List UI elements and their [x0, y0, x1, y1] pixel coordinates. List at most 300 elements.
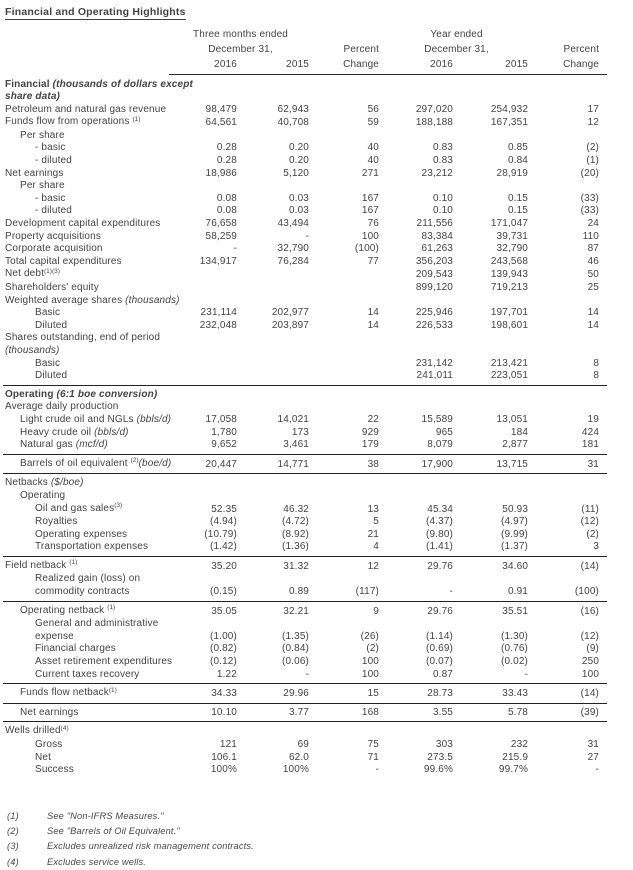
- cell: 75: [367, 739, 380, 750]
- header-spacer: [531, 27, 607, 42]
- footnote: [3, 855, 633, 870]
- cell: (8.92): [281, 528, 310, 540]
- cell: 121: [219, 739, 237, 750]
- table-row: [3, 516, 607, 529]
- header-december: December 31,: [208, 44, 273, 55]
- cell: 46: [587, 255, 600, 267]
- cell: [169, 401, 240, 414]
- cell: 28.73: [382, 684, 456, 704]
- cell: [456, 474, 531, 490]
- cell: [240, 370, 312, 385]
- cell: 4: [312, 541, 382, 556]
- cell: (1.35): [281, 630, 310, 642]
- cell: [240, 282, 312, 295]
- cell: 14: [367, 307, 380, 319]
- row-label: Development capital expenditures: [5, 218, 161, 230]
- table-row: [3, 541, 607, 556]
- cell: 62.0: [288, 751, 310, 763]
- cell: [169, 268, 240, 282]
- cell: 3: [531, 541, 607, 556]
- cell: [169, 722, 240, 739]
- cell: 18,986: [205, 167, 237, 179]
- cell: 0.03: [288, 192, 310, 204]
- cell: [169, 130, 240, 143]
- row-label: Petroleum and natural gas revenue: [5, 103, 167, 115]
- cell: 76: [367, 218, 380, 230]
- cell: [531, 474, 607, 490]
- header-spacer: [3, 27, 169, 42]
- table-row: [3, 116, 607, 130]
- cell: [240, 490, 312, 503]
- cell: 14,021: [277, 413, 310, 425]
- table-row: [3, 669, 607, 684]
- row-label: Net debt$^{(1)(3)}$: [5, 267, 60, 280]
- cell: 76,658: [205, 218, 237, 230]
- footnote-marker: (1): [108, 686, 117, 694]
- cell: (1.14): [425, 630, 454, 642]
- table-row: [3, 104, 607, 117]
- cell: (0.84): [281, 643, 310, 655]
- cell: 719,213: [490, 282, 529, 293]
- row-label: Basic: [35, 357, 61, 369]
- cell: (39): [531, 703, 607, 722]
- cell: 211,556: [416, 218, 454, 230]
- cell: 71: [367, 751, 380, 763]
- cell: 226,533: [415, 319, 454, 331]
- cell: 40: [367, 155, 380, 167]
- cell: 76,284: [277, 255, 310, 267]
- row-label: Diluted: [35, 319, 68, 331]
- cell: [456, 75, 531, 104]
- cell: [312, 490, 382, 503]
- header-three-months: Three months ended: [193, 29, 288, 40]
- table-row: [3, 618, 607, 643]
- footnote-marker: (1)(3): [44, 267, 60, 275]
- row-label: Funds flow netback$^{(1)}$: [3, 684, 169, 704]
- cell: 34.60: [502, 560, 529, 572]
- cell: 106.1: [211, 751, 237, 763]
- cell: 39,731: [496, 230, 529, 242]
- cell: 203,897: [271, 319, 310, 331]
- cell: 899,120: [415, 282, 454, 293]
- cell: 31.32: [283, 560, 310, 572]
- cell: [531, 75, 607, 104]
- cell: 32,790: [496, 243, 529, 255]
- header-percent: Percent: [343, 44, 380, 55]
- table-body: [3, 75, 607, 777]
- table-row: [3, 573, 607, 601]
- row-label: Success: [35, 764, 74, 776]
- row-label: Operating: [20, 489, 66, 501]
- cell: 22: [367, 413, 380, 425]
- table-row: [3, 231, 607, 244]
- table-row: [3, 601, 607, 618]
- cell: 0.20: [288, 155, 310, 167]
- cell: [456, 385, 531, 401]
- row-label: General and administrative expense: [35, 618, 159, 642]
- cell: [240, 130, 312, 143]
- cell: (2): [586, 142, 600, 154]
- cell: [456, 332, 531, 357]
- cell: 21: [367, 528, 380, 540]
- table-row: [3, 130, 607, 143]
- table-row: [3, 268, 607, 282]
- table-row: [3, 385, 607, 401]
- cell: 209,543: [415, 269, 454, 281]
- cell: (117): [312, 573, 382, 601]
- cell: 10.10: [169, 703, 240, 722]
- cell: 0.91: [456, 573, 531, 601]
- cell: [382, 474, 456, 490]
- cell: 13,051: [496, 413, 529, 425]
- row-label: Per share: [20, 129, 65, 141]
- table-row: [3, 401, 607, 414]
- cell: [456, 295, 531, 308]
- cell: 167: [361, 205, 380, 217]
- cell: (0.02): [501, 656, 529, 668]
- header-change: Change: [531, 57, 607, 75]
- cell: 179: [312, 439, 382, 454]
- cell: (4.97): [501, 516, 529, 528]
- cell: (0.06): [281, 656, 310, 668]
- page-title: Financial and Operating Highlights: [5, 6, 186, 18]
- cell: 225,946: [415, 307, 454, 319]
- row-label: Shareholders' equity: [5, 282, 99, 293]
- cell: 38: [312, 454, 382, 474]
- cell: 0.15: [507, 192, 529, 204]
- footnote-marker: (3): [114, 502, 123, 509]
- cell: 0.85: [507, 142, 529, 154]
- footnote-marker: (2): [130, 457, 139, 465]
- cell: 356,203: [415, 255, 454, 267]
- cell: [382, 295, 456, 308]
- cell: (26): [360, 630, 380, 642]
- cell: [169, 474, 240, 490]
- cell: 273.5: [427, 751, 454, 763]
- cell: -: [382, 573, 456, 601]
- cell: 23,212: [421, 167, 454, 179]
- cell: 173: [291, 426, 310, 438]
- cell: 17,900: [382, 454, 456, 474]
- cell: (33): [580, 192, 600, 204]
- cell: 24: [587, 218, 600, 230]
- cell: -: [456, 669, 531, 684]
- cell: -: [375, 764, 380, 776]
- cell: [531, 130, 607, 143]
- cell: 19: [587, 413, 600, 425]
- cell: [312, 295, 382, 308]
- row-label: Oil and gas sales$^{(3)}$: [35, 502, 123, 514]
- cell: (9.99): [501, 528, 529, 540]
- cell: 0.28: [216, 155, 237, 167]
- cell: 3.77: [240, 703, 312, 722]
- cell: 13: [367, 503, 380, 515]
- footnote-number: (2): [7, 826, 19, 837]
- row-label: Weighted average shares (thousands): [5, 294, 180, 306]
- cell: 168: [312, 703, 382, 722]
- cell: [169, 490, 240, 503]
- footnote-text: See "Non-IFRS Measures.": [47, 810, 164, 821]
- row-label: Natural gas (mcf/d): [3, 439, 169, 454]
- cell: 8,079: [382, 439, 456, 454]
- table-row: [3, 332, 607, 357]
- cell: [169, 295, 240, 308]
- footnote-marker: (1): [69, 559, 78, 567]
- cell: (12): [580, 630, 600, 642]
- cell: (16): [580, 605, 600, 617]
- table-row: [3, 193, 607, 206]
- cell: 5: [373, 516, 380, 528]
- cell: 215.9: [502, 751, 529, 763]
- table-row: [3, 358, 607, 371]
- cell: 198,601: [490, 319, 529, 331]
- row-label: - diluted: [35, 155, 72, 167]
- cell: 14: [587, 307, 600, 319]
- footnote-marker: (4): [60, 724, 69, 732]
- row-label: - diluted: [35, 205, 72, 217]
- table-row: [3, 142, 607, 155]
- cell: 50: [587, 269, 600, 281]
- footnote-number: (3): [7, 841, 19, 852]
- cell: [312, 722, 382, 739]
- cell: [382, 385, 456, 401]
- cell: 243,568: [490, 255, 529, 267]
- cell: 0.10: [432, 205, 454, 217]
- cell: [382, 722, 456, 739]
- cell: [169, 332, 240, 357]
- cell: (0.07): [425, 656, 454, 668]
- header-spacer: [312, 27, 382, 42]
- cell: [382, 401, 456, 414]
- cell: 0.84: [507, 155, 529, 167]
- cell: [382, 180, 456, 193]
- cell: 33.43: [456, 684, 531, 704]
- cell: 9,652: [169, 439, 240, 454]
- cell: [531, 722, 607, 739]
- row-label: Light crude oil and NGLs (bbls/d): [20, 413, 172, 425]
- cell: 303: [435, 739, 454, 750]
- table-row: [3, 427, 607, 440]
- cell: [240, 295, 312, 308]
- cell: 232,048: [199, 319, 237, 331]
- table-row: [3, 684, 607, 704]
- cell: (0.12): [209, 656, 237, 668]
- header-year-ended: Year ended: [430, 29, 483, 40]
- cell: [312, 474, 382, 490]
- cell: 9: [373, 605, 380, 617]
- cell: (100): [531, 573, 607, 601]
- table-row: [3, 155, 607, 168]
- cell: 45.34: [427, 503, 454, 515]
- row-label: Net earnings: [3, 703, 169, 722]
- cell: 28,919: [496, 167, 529, 179]
- cell: 3,461: [240, 439, 312, 454]
- cell: [312, 268, 382, 282]
- cell: 0.15: [507, 205, 529, 217]
- cell: 64,561: [205, 117, 237, 129]
- cell: (0.69): [425, 643, 454, 655]
- cell: (1): [586, 155, 600, 167]
- row-label: Realized gain (loss) on commodity contracts: [3, 573, 169, 601]
- row-label: Asset retirement expenditures: [35, 656, 173, 668]
- header-december: December 31,: [424, 44, 489, 55]
- header-row-years: [3, 57, 607, 75]
- table-row: [3, 739, 607, 752]
- cell: 100: [531, 669, 607, 684]
- footnote-marker: (1): [107, 604, 116, 612]
- cell: [456, 722, 531, 739]
- cell: 40: [367, 142, 380, 154]
- cell: 98,479: [205, 103, 237, 115]
- cell: [240, 474, 312, 490]
- footnote: [3, 824, 633, 839]
- footnotes: [3, 809, 633, 870]
- highlights-table: [3, 27, 607, 777]
- cell: (14): [531, 684, 607, 704]
- cell: 1.22: [169, 669, 240, 684]
- table-row: [3, 256, 607, 269]
- table-row: [3, 205, 607, 218]
- cell: 1,780: [211, 426, 237, 438]
- cell: -: [595, 764, 600, 776]
- table-row: [3, 180, 607, 193]
- cell: (10.79): [204, 528, 237, 540]
- row-label: Basic: [35, 307, 61, 319]
- row-label: Corporate acquisition: [5, 243, 103, 255]
- cell: 32,790: [277, 243, 310, 255]
- cell: [382, 332, 456, 357]
- cell: [382, 75, 456, 104]
- cell: 250: [581, 656, 600, 668]
- cell: 56: [367, 103, 380, 115]
- cell: 99.7%: [498, 764, 529, 776]
- cell: [312, 282, 382, 295]
- cell: [531, 180, 607, 193]
- cell: 297,020: [415, 103, 454, 115]
- cell: 0.83: [432, 142, 454, 154]
- cell: 0.03: [288, 205, 310, 217]
- table-row: [3, 703, 607, 722]
- cell: (1.42): [169, 541, 240, 556]
- cell: [312, 370, 382, 385]
- row-label: Operating netback $^{(1)}$: [20, 604, 116, 616]
- cell: (1.00): [209, 630, 237, 642]
- row-label: Property acquisitions: [5, 230, 101, 242]
- cell: (1.36): [240, 541, 312, 556]
- cell: 15,589: [421, 413, 454, 425]
- cell: (1.41): [382, 541, 456, 556]
- cell: [169, 358, 240, 371]
- table-row: [3, 75, 607, 104]
- cell: 0.83: [432, 155, 454, 167]
- cell: 59: [367, 117, 380, 129]
- row-label: Per share: [20, 180, 65, 192]
- cell: (0.15): [169, 573, 240, 601]
- cell: 20,447: [169, 454, 240, 474]
- row-label: Diluted: [3, 370, 169, 385]
- cell: [456, 490, 531, 503]
- cell: 87: [587, 243, 600, 255]
- table-row: [3, 503, 607, 517]
- cell: 58,259: [205, 230, 237, 242]
- table-row: [3, 295, 607, 308]
- header-2016: 2016: [382, 57, 456, 75]
- table-row: [3, 370, 607, 385]
- cell: 25: [587, 282, 600, 293]
- row-label: Operating expenses: [35, 528, 128, 540]
- cell: 139,943: [490, 269, 529, 281]
- cell: 231,142: [415, 357, 454, 369]
- row-label: Average daily production: [5, 401, 119, 413]
- row-label: Shares outstanding, end of period (thousands): [5, 332, 161, 356]
- row-label: Current taxes recovery: [3, 669, 169, 684]
- cell: (0.76): [501, 643, 529, 655]
- cell: [240, 75, 312, 104]
- cell: 231,114: [200, 307, 237, 319]
- cell: 271: [361, 167, 380, 179]
- cell: (0.82): [209, 643, 237, 655]
- cell: 0.20: [288, 142, 310, 154]
- cell: 100: [312, 669, 382, 684]
- cell: (20): [580, 167, 600, 179]
- cell: 99.6%: [423, 764, 454, 776]
- table-row: [3, 752, 607, 765]
- cell: 100: [361, 656, 380, 668]
- cell: 50.93: [502, 503, 529, 515]
- cell: 5,120: [283, 167, 310, 179]
- cell: [312, 130, 382, 143]
- table-row: [3, 243, 607, 256]
- cell: 965: [435, 426, 454, 438]
- cell: (1.37): [456, 541, 531, 556]
- row-label: Barrels of oil equivalent $^{(2)}$(boe/d): [3, 454, 169, 474]
- cell: 5.78: [456, 703, 531, 722]
- header-change: Change: [312, 57, 382, 75]
- cell: (9.80): [425, 528, 454, 540]
- cell: 8: [531, 370, 607, 385]
- cell: 69: [297, 739, 310, 750]
- row-label: Financial (thousands of dollars except share data): [5, 78, 193, 103]
- row-label: Gross: [35, 739, 63, 750]
- row-label: Net: [35, 751, 52, 763]
- cell: [240, 180, 312, 193]
- cell: 62,943: [277, 103, 310, 115]
- header-2016: 2016: [169, 57, 240, 75]
- row-label: Financial charges: [35, 643, 116, 655]
- cell: [531, 295, 607, 308]
- cell: 213,421: [490, 357, 529, 369]
- cell: 241,011: [382, 370, 456, 385]
- cell: [531, 332, 607, 357]
- cell: 8: [593, 357, 600, 369]
- table-row: [3, 168, 607, 181]
- header-2015: 2015: [456, 57, 531, 75]
- table-row: [3, 439, 607, 454]
- footnote-text: Excludes service wells.: [47, 856, 147, 867]
- cell: 12: [367, 560, 380, 572]
- cell: [382, 490, 456, 503]
- row-label: Total capital expenditures: [5, 255, 122, 267]
- footnote-text: See "Barrels of Oil Equivalent.": [47, 826, 180, 837]
- table-row: [3, 307, 607, 320]
- cell: [169, 282, 240, 295]
- cell: [169, 385, 240, 401]
- row-label: Transportation expenses: [3, 541, 169, 556]
- cell: 43,494: [277, 218, 310, 230]
- row-label: Field netback $^{(1)}$: [5, 559, 78, 571]
- cell: 13,715: [456, 454, 531, 474]
- cell: 0.87: [382, 669, 456, 684]
